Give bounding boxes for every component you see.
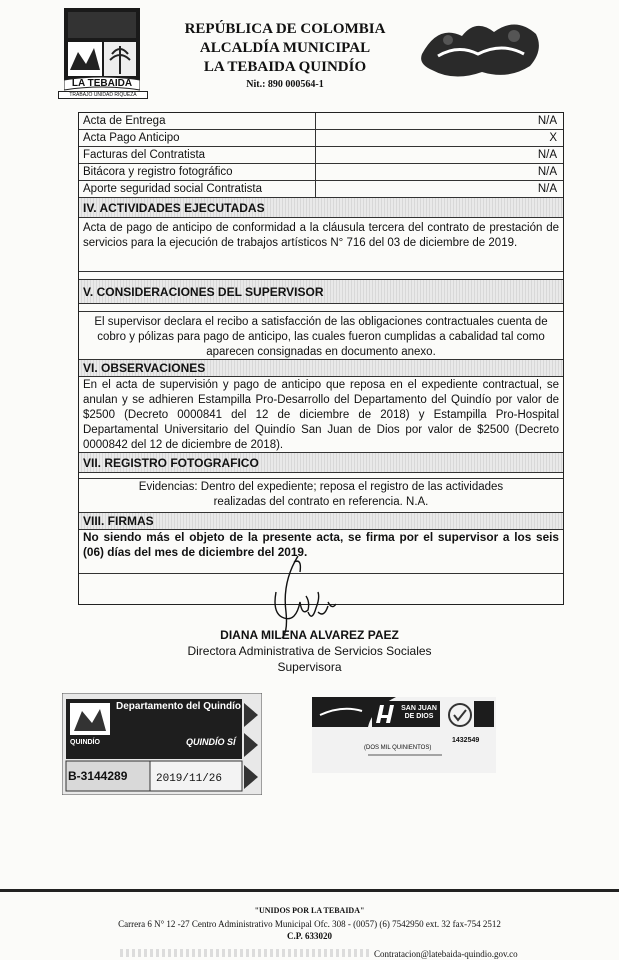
stamp2-title: SAN JUAN DE DIOS	[401, 705, 437, 720]
footer-rule	[0, 889, 619, 892]
signer-name: DIANA MILENA ALVAREZ PAEZ	[220, 628, 399, 642]
section-vii-title: VII. REGISTRO FOTOGRAFICO	[79, 453, 563, 473]
checklist-value: N/A	[537, 166, 557, 178]
header-line-2: ALCALDÍA MUNICIPAL	[199, 40, 371, 56]
checklist-label: Aporte seguridad social Contratista	[79, 181, 316, 197]
spacer-row	[79, 272, 563, 280]
section-iv-text: Acta de pago de anticipo de conformidad a la cláusula tercera del contrato de prestación de servicios para la ejecución de trabajos artísticos N° 716 del 03 de diciembre de 2019.	[79, 218, 563, 272]
stamp1-serial: B-3144289	[68, 769, 128, 783]
document-header	[150, 20, 420, 92]
municipal-logo	[64, 8, 140, 102]
estampilla-pro-hospital	[312, 697, 496, 773]
section-v-title: V. CONSIDERACIONES DEL SUPERVISOR	[79, 280, 563, 304]
checklist-row	[79, 113, 563, 130]
section-viii-text: No siendo más el objeto de la presente acta, se firma por el supervisor a los seis (06) días del mes de diciembre del 2019.	[79, 530, 563, 574]
footer-motto: "UNIDOS POR LA TEBAIDA"	[254, 906, 365, 915]
section-vi-text: En el acta de supervisión y pago de anticipo que reposa en el expediente contractual, se anulan y se adhieren Estampilla Pro-Desarrollo del Departamento del Quindío por valor de $2500 (Decreto 0000841 del 12 de diciembre de 2018) y Estampilla Pro-Hospital Departamental Universitario del Quindío San Juan de Dios por valor de $2500 (Decreto 0000842 del 12 de diciembre de 2018).	[79, 377, 563, 453]
footer-email: Contratacion@latebaida-quindio.gov.co	[374, 949, 518, 959]
checklist-row	[79, 164, 563, 181]
checklist-label: Bitácora y registro fotográfico	[79, 164, 316, 180]
section-vi-title: VI. OBSERVACIONES	[79, 360, 563, 377]
header-line-1: REPÚBLICA DE COLOMBIA	[184, 21, 386, 37]
stamp2-code: 1432549	[452, 737, 480, 744]
section-v-text: El supervisor declara el recibo a satisfacción de las obligaciones contractuales cuenta de cobro y pólizas para pago de anticipo, las cuales fueron cumplidas a cabalidad tal como aparecen consignadas en documento anexo.	[79, 312, 563, 360]
logo-motto: TRABAJO UNIDAD RIQUEZA	[58, 91, 148, 99]
logo-name: LA TEBAIDA	[71, 78, 133, 89]
checklist-label: Acta Pago Anticipo	[79, 130, 316, 146]
stamp1-title: Departamento del Quindío	[116, 701, 242, 712]
stamp1-date: 2019/11/26	[156, 773, 223, 785]
footer-postal-code: C.P. 633020	[287, 931, 332, 941]
stamp1-logo: QUINDÍO	[70, 739, 100, 746]
signer-role: Directora Administrativa de Servicios Sociales	[187, 644, 432, 658]
header-nit: Nit.: 890 000564-1	[246, 79, 324, 90]
municipal-banner-image	[418, 14, 546, 84]
checklist-value: X	[549, 132, 557, 144]
footer-faint-text	[120, 949, 370, 957]
footer-address: Carrera 6 N° 12 -27 Centro Administrativo Municipal Ofc. 308 - (0057) (6) 7542950 ext. 32 fax-754 2512	[118, 919, 501, 929]
checklist-value: N/A	[537, 149, 557, 161]
stamp2-amount: (DOS MIL QUINIENTOS)	[364, 745, 432, 751]
section-iv-title: IV. ACTIVIDADES EJECUTADAS	[79, 198, 563, 218]
checklist-label: Facturas del Contratista	[79, 147, 316, 163]
section-viii-title: VIII. FIRMAS	[79, 513, 563, 530]
acta-table	[78, 112, 564, 605]
spacer-row	[79, 304, 563, 312]
checklist-row	[79, 130, 563, 147]
checklist-label: Acta de Entrega	[79, 113, 316, 129]
stamp1-brand: QUINDÍO SÍ	[186, 737, 236, 747]
checklist-value: N/A	[537, 183, 557, 195]
signer-title: Supervisora	[277, 660, 342, 674]
checklist-value: N/A	[537, 115, 557, 127]
estampilla-pro-desarrollo	[62, 693, 262, 795]
section-vii-text: Evidencias: Dentro del expediente; reposa el registro de las actividades realizadas del contrato en referencia. N.A.	[79, 479, 563, 513]
header-line-3: LA TEBAIDA QUINDÍO	[203, 59, 367, 75]
checklist-row	[79, 147, 563, 164]
checklist-row	[79, 181, 563, 198]
